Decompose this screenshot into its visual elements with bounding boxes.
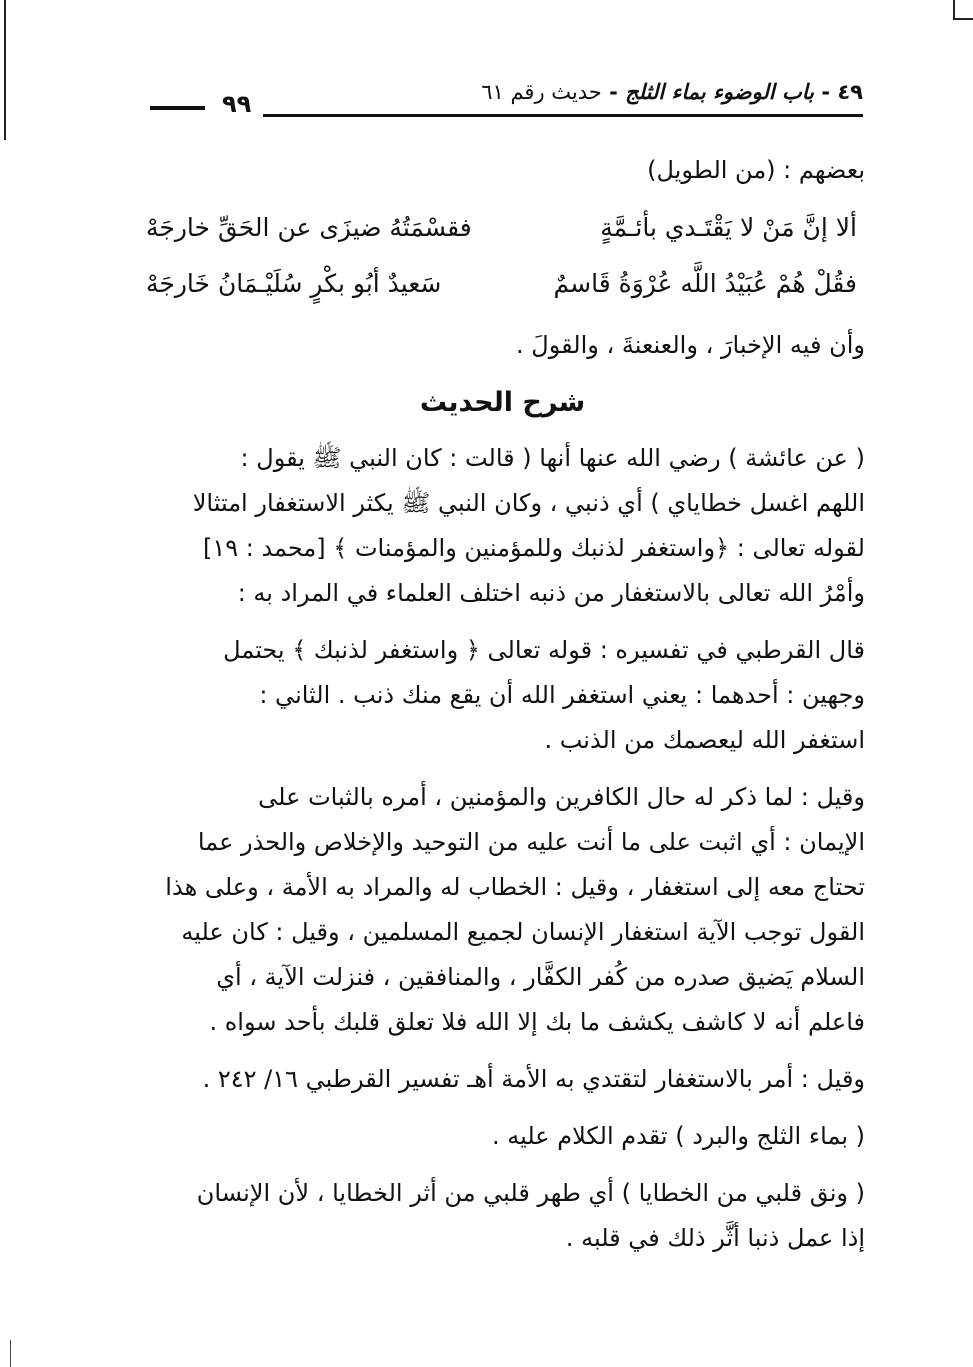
- paragraph-line: وقيل : أمر بالاستغفار لتقتدي به الأمة أهـ تفسير القرطبي ١٦/ ٢٤٢ .: [202, 1065, 865, 1093]
- main-text: [140, 148, 865, 1273]
- paragraph: [140, 436, 865, 616]
- paragraph-line: وقيل : لما ذكر له حال الكافرين والمؤمنين ، أمره بالثبات على: [258, 783, 865, 811]
- header-separator: -: [609, 80, 618, 104]
- paragraph: [140, 1057, 865, 1102]
- paragraph-line: ( بماء الثلج والبرد ) تقدم الكلام عليه .: [491, 1122, 865, 1150]
- paragraph-line: لقوله تعالى : ﴿واستغفر لذنبك وللمؤمنين والمؤمنات ﴾ [محمد : ١٩]: [202, 534, 865, 562]
- paragraph: [140, 1171, 865, 1261]
- scan-margin-line: [10, 1340, 11, 1367]
- paragraph-line: وأمْرُ الله تعالى بالاستغفار من ذنبه اختلف العلماء في المراد به :: [237, 579, 865, 607]
- verse-second-hemistich: سَعيدٌ أبُو بكْرٍ سُلَيْـمَانُ خَارجَهْ: [146, 269, 442, 298]
- paragraph-line: اللهم اغسل خطاياي ) أي ذنبي ، وكان النبي ﷺ يكثر الاستغفار امتثالا: [192, 489, 865, 517]
- verse: [140, 256, 865, 312]
- paragraph-line: استغفر الله ليعصمك من الذنب .: [544, 726, 865, 754]
- after-verse-line: وأن فيه الإخبارَ ، والعنعنةَ ، والقولَ .: [516, 331, 865, 359]
- page-number-rule: [150, 106, 205, 110]
- intro-line: بعضهم : (من الطويل): [647, 156, 865, 184]
- paragraph-line: السلام يَضيق صدره من كُفر الكفَّار ، والمنافقين ، فنزلت الآية ، أي: [216, 963, 865, 991]
- section-heading: شرح الحديث: [419, 387, 586, 418]
- paragraph-line: ( ونق قلبي من الخطايا ) أي طهر قلبي من أثر الخطايا ، لأن الإنسان: [196, 1179, 865, 1207]
- paragraph-line: إذا عمل ذنبا أثَّر ذلك في قلبه .: [565, 1224, 865, 1252]
- scan-corner-mark: [953, 0, 973, 20]
- chapter-title: باب الوضوء بماء الثلج: [625, 80, 815, 104]
- header-rule: [263, 114, 863, 117]
- page-number: ٩٩: [222, 90, 252, 118]
- paragraph: [140, 775, 865, 1045]
- chapter-number: ٤٩ -: [821, 80, 863, 104]
- paragraph: [140, 1114, 865, 1159]
- poem: [140, 200, 865, 312]
- running-header: [150, 80, 863, 120]
- hadith-number-label: حديث رقم ٦١: [481, 80, 602, 104]
- header-title: [481, 80, 863, 104]
- paragraph-line: فاعلم أنه لا كاشف يكشف ما بك إلا الله فلا تعلق قلبك بأحد سواه .: [209, 1008, 865, 1036]
- verse-second-hemistich: فقسْمَتُهُ ضيزَى عن الحَقِّ خارجَهْ: [146, 213, 472, 242]
- paragraph-line: القول توجب الآية استغفار الإنسان لجميع المسلمين ، وقيل : كان عليه: [181, 918, 865, 946]
- verse: [140, 200, 865, 256]
- verse-first-hemistich: فقُلْ هُمْ عُبَيْدُ اللَّه عُرْوَةُ قَاسمٌ: [553, 269, 857, 298]
- paragraph-line: الإيمان : أي اثبت على ما أنت عليه من التوحيد والإخلاص والحذر عما: [197, 828, 865, 856]
- paragraph-line: قال القرطبي في تفسيره : قوله تعالى ﴿ واستغفر لذنبك ﴾ يحتمل: [223, 636, 865, 664]
- scan-margin-line: [4, 0, 6, 140]
- paragraph-line: تحتاج معه إلى استغفار ، وقيل : الخطاب له والمراد به الأمة ، وعلى هذا: [165, 873, 865, 901]
- paragraph-line: وجهين : أحدهما : يعني استغفر الله أن يقع منك ذنب . الثاني :: [259, 681, 865, 709]
- paragraph-line: ( عن عائشة ) رضي الله عنها أنها ( قالت : كان النبي ﷺ يقول :: [240, 444, 865, 472]
- paragraph: [140, 628, 865, 763]
- verse-first-hemistich: ألا إنَّ مَنْ لا يَقْتَـدي بأئـمَّةٍ: [600, 213, 857, 242]
